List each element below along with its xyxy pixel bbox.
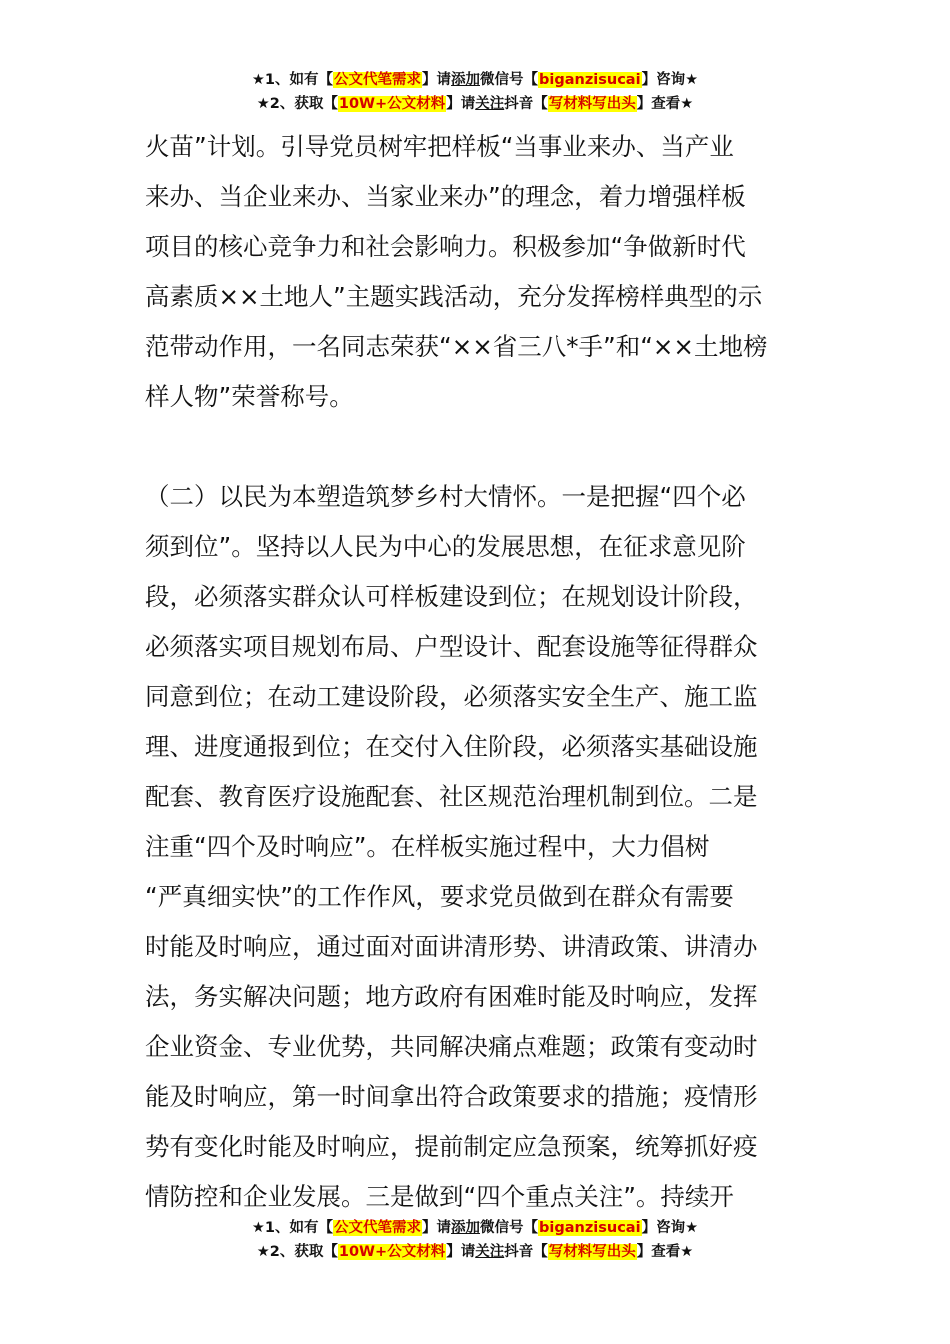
text-line: 样人物”荣誉称号。 [145, 382, 354, 411]
text-line: 项目的核心竞争力和社会影响力。积极参加“争做新时代 [145, 232, 746, 261]
banner-text: 】请 [422, 72, 452, 88]
text-line: 时能及时响应，通过面对面讲清形势、讲清政策、讲清办 [145, 932, 758, 961]
highlight-wechat-id: biganzisucai [539, 72, 641, 88]
banner-line-1 [0, 68, 950, 92]
banner-text: ★2、获取【 [256, 1244, 338, 1260]
banner-text: ★1、如有【 [251, 72, 334, 88]
underlined-follow: 关注 [475, 1244, 505, 1260]
text-line: 必须落实项目规划布局、户型设计、配套设施等征得群众 [145, 632, 758, 661]
text-line: 须到位”。坚持以人民为中心的发展思想，在征求意见阶 [145, 532, 746, 561]
underlined-add: 添加 [451, 1220, 481, 1236]
banner-text: 】咨询★ [641, 72, 699, 88]
banner-text: 微信号【 [480, 72, 539, 88]
banner-text: 】咨询★ [641, 1220, 699, 1236]
banner-text: ★1、如有【 [251, 1220, 334, 1236]
banner-line-1 [0, 1216, 950, 1240]
text-line: 势有变化时能及时响应，提前制定应急预案，统筹抓好疫 [145, 1132, 758, 1161]
text-line: 同意到位；在动工建设阶段，必须落实安全生产、施工监 [145, 682, 758, 711]
footer-banner [0, 1216, 950, 1264]
banner-text: 抖音【 [504, 96, 548, 112]
document-body [145, 122, 807, 1222]
text-line: 理、进度通报到位；在交付入住阶段，必须落实基础设施 [145, 732, 758, 761]
underlined-follow: 关注 [475, 96, 505, 112]
banner-line-2 [0, 92, 950, 116]
banner-text: 】查看★ [636, 1244, 694, 1260]
text-line: 配套、教育医疗设施配套、社区规范治理机制到位。二是 [145, 782, 758, 811]
text-line: 法，务实解决问题；地方政府有困难时能及时响应，发挥 [145, 982, 758, 1011]
text-line: 高素质××土地人”主题实践活动，充分发挥榜样典型的示 [145, 282, 763, 311]
text-line: 注重“四个及时响应”。在样板实施过程中，大力倡树 [145, 832, 710, 861]
highlight-materials: 10W+公文材料 [338, 1244, 446, 1260]
highlight-materials: 10W+公文材料 [338, 96, 446, 112]
highlight-writing-service: 公文代笔需求 [334, 1220, 422, 1236]
underlined-add: 添加 [451, 72, 481, 88]
highlight-douyin-account: 写材料写出头 [548, 96, 636, 112]
text-line: 来办、当企业来办、当家业来办”的理念，着力增强样板 [145, 182, 746, 211]
banner-text: 微信号【 [480, 1220, 539, 1236]
paragraph-1 [145, 122, 807, 422]
header-banner [0, 68, 950, 116]
text-line: 范带动作用，一名同志荣获“××省三八*手”和“××土地榜 [145, 332, 768, 361]
banner-text: ★2、获取【 [256, 96, 338, 112]
text-line: （二）以民为本塑造筑梦乡村大情怀。一是把握“四个必 [145, 482, 746, 511]
banner-text: 】查看★ [636, 96, 694, 112]
highlight-wechat-id: biganzisucai [539, 1220, 641, 1236]
highlight-douyin-account: 写材料写出头 [548, 1244, 636, 1260]
banner-text: 抖音【 [504, 1244, 548, 1260]
highlight-writing-service: 公文代笔需求 [334, 72, 422, 88]
paragraph-gap [145, 422, 807, 472]
text-line: 情防控和企业发展。三是做到“四个重点关注”。持续开 [145, 1182, 734, 1211]
banner-text: 】请 [446, 96, 476, 112]
banner-line-2 [0, 1240, 950, 1264]
banner-text: 】请 [446, 1244, 476, 1260]
text-line: 段，必须落实群众认可样板建设到位；在规划设计阶段， [145, 582, 758, 611]
text-line: 企业资金、专业优势，共同解决痛点难题；政策有变动时 [145, 1032, 758, 1061]
text-line: “严真细实快”的工作作风，要求党员做到在群众有需要 [145, 882, 734, 911]
text-line: 火苗”计划。引导党员树牢把样板“当事业来办、当产业 [145, 132, 734, 161]
banner-text: 】请 [422, 1220, 452, 1236]
text-line: 能及时响应，第一时间拿出符合政策要求的措施；疫情形 [145, 1082, 758, 1111]
paragraph-2 [145, 472, 807, 1222]
